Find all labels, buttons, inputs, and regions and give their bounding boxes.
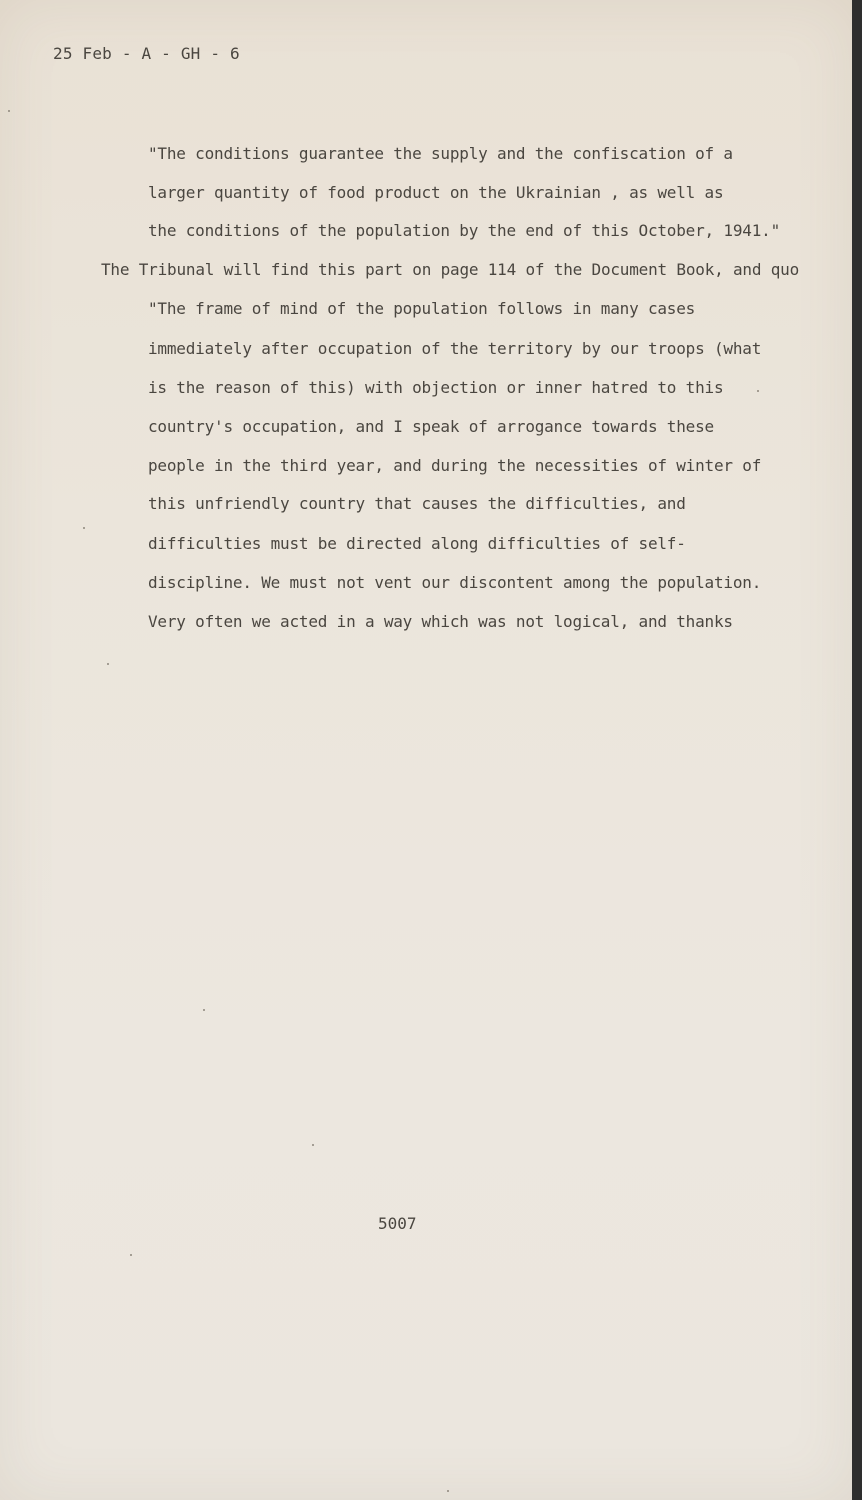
text-line-10: this unfriendly country that causes the difficulties, and (148, 494, 686, 513)
text-line-6: immediately after occupation of the territory by our troops (what (148, 339, 762, 358)
paper-speck (447, 1490, 449, 1492)
paper-speck (203, 1009, 205, 1011)
text-line-1: "The conditions guarantee the supply and the confiscation of a (148, 144, 733, 163)
text-line-13: Very often we acted in a way which was not logical, and thanks (148, 612, 733, 631)
text-line-9: people in the third year, and during the necessities of winter of (148, 456, 762, 475)
paper-speck (312, 1144, 314, 1146)
text-line-2: larger quantity of food product on the Ukrainian , as well as (148, 183, 724, 202)
text-line-8: country's occupation, and I speak of arrogance towards these (148, 417, 714, 436)
paper-speck (757, 390, 759, 392)
text-line-11: difficulties must be directed along difficulties of self- (148, 534, 686, 553)
text-line-5: "The frame of mind of the population follows in many cases (148, 299, 696, 318)
text-line-12: discipline. We must not vent our discontent among the population. (148, 573, 762, 592)
text-line-3: the conditions of the population by the end of this October, 1941." (148, 221, 780, 240)
paper-speck (8, 110, 10, 112)
page-header: 25 Feb - A - GH - 6 (53, 44, 240, 63)
text-line-7: is the reason of this) with objection or inner hatred to this (148, 378, 724, 397)
paper-speck (107, 663, 109, 665)
page-number: 5007 (378, 1214, 417, 1233)
paper-speck (83, 527, 85, 529)
text-line-4: The Tribunal will find this part on page 114 of the Document Book, and quo (101, 260, 800, 279)
paper-speck (130, 1254, 132, 1256)
